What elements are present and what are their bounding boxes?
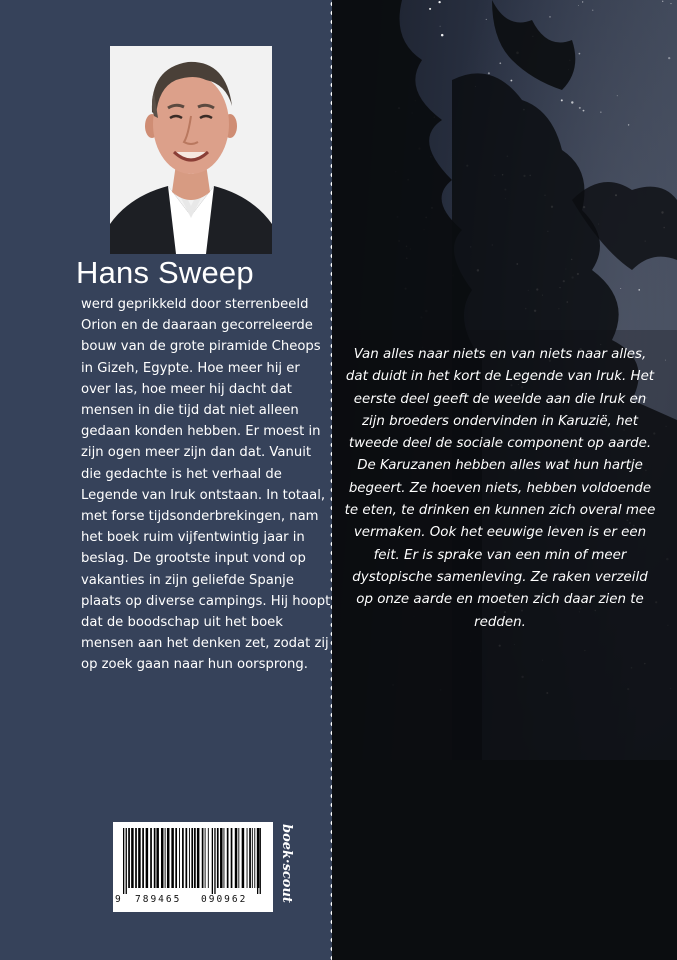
barcode-bars bbox=[123, 828, 263, 894]
blurb-panel bbox=[332, 0, 677, 960]
isbn-group-2: 090962 bbox=[201, 894, 248, 905]
author-photo bbox=[110, 46, 272, 254]
author-bio: werd geprikkeld door sterrenbeeld Orion en de daaraan gecorreleerde bouw van de grote piramide Cheops in Gizeh, Egypte. Hoe meer hij er over las, hoe meer hij dacht dat mensen in die tijd dat niet alleen gedaan konden hebben. Er moest in zijn ogen meer zijn dan dat. Vanuit die gedachte is het verhaal de Legende van Iruk ontstaan. In totaal, met forse tijdsonderbrekingen, nam het boek ruim vijfentwintig jaar in beslag. De grootste input vond op vakanties in zijn geliefde Spanje plaats op diverse campings. Hij hoopt dat de boodschap uit het boek mensen aan het denken zet, zodat zij op zoek gaan naar hun oorsprong. bbox=[81, 297, 331, 673]
author-name: Hans Sweep bbox=[76, 255, 254, 290]
book-blurb: Van alles naar niets en van niets naar alles, dat duidt in het kort de Legende van Iruk. Het eerste deel geeft de weelde aan die Iruk en zijn broeders ondervinden in Karuzië, het tweede deel de sociale component op aarde. De Karuzanen hebben alles wat hun hartje begeert. Ze hoeven niets, hebben voldoende te eten, te drinken en kunnen zich overal mee vermaken. Ook het eeuwige leven is er een feit. Er is sprake van een min of meer dystopische samenleving. Ze raken verzeild op onze aarde en moeten zich daar zien te redden. bbox=[344, 347, 656, 630]
isbn-prefix: 9 bbox=[115, 894, 121, 905]
publisher-logo bbox=[277, 822, 299, 912]
author-panel bbox=[0, 0, 332, 960]
isbn-group-1: 789465 bbox=[135, 894, 182, 905]
publisher-logo-text: boek·scout bbox=[279, 824, 294, 903]
isbn-barcode bbox=[113, 822, 273, 912]
